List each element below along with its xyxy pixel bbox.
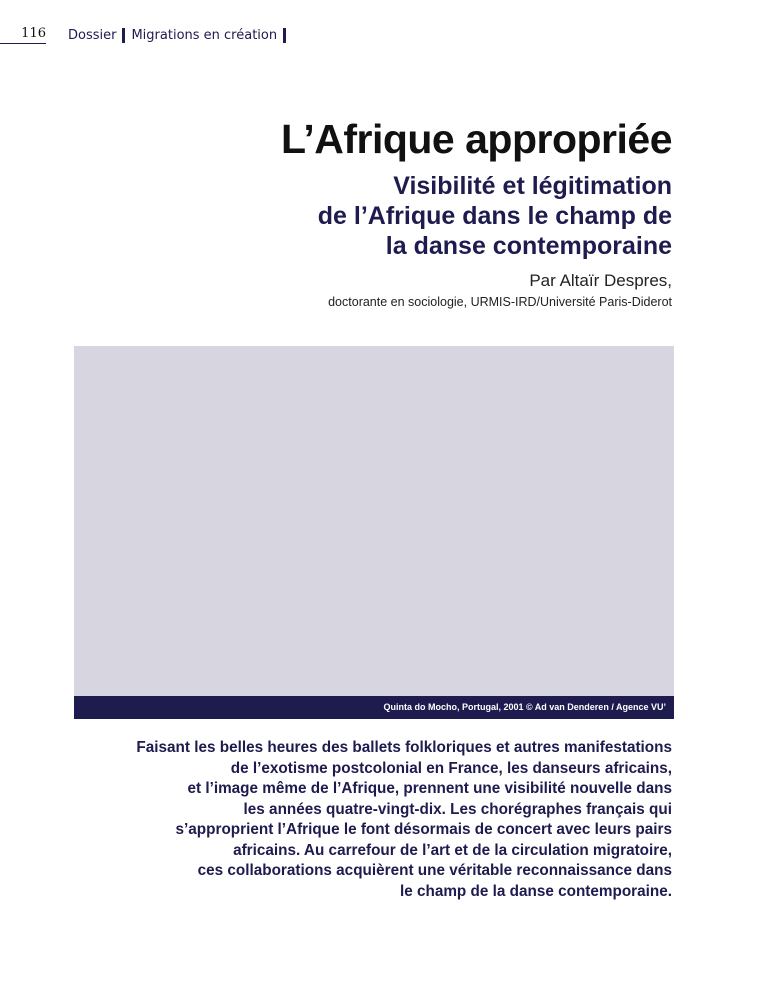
article-lead — [72, 738, 672, 902]
header-section: Dossier — [68, 27, 117, 43]
lead-line: le champ de la danse contemporaine. — [399, 882, 672, 900]
header-subsection: Migrations en création — [131, 27, 278, 43]
running-header — [0, 24, 292, 46]
subtitle-line: la danse contemporaine — [385, 232, 672, 260]
lead-line: africains. Au carrefour de l’art et de la circulation migratoire, — [233, 841, 672, 859]
lead-line: les années quatre-vingt-dix. Les chorégraphes français qui — [243, 800, 672, 818]
lead-line: Faisant les belles heures des ballets folkloriques et autres manifestations — [136, 739, 672, 756]
article-title: L’Afrique appropriée — [281, 116, 672, 162]
lead-line: ces collaborations acquièrent une véritable reconnaissance dans — [197, 862, 672, 879]
page-number: 116 — [0, 26, 46, 44]
lead-line: s’approprient l’Afrique le font désormais de concert avec leurs pairs — [175, 821, 672, 838]
photo-caption: Quinta do Mocho, Portugal, 2001 © Ad van Denderen / Agence VU’ — [74, 696, 674, 719]
header-separator — [122, 28, 125, 43]
lead-line: de l’exotisme postcolonial en France, les danseurs africains, — [230, 759, 672, 777]
subtitle-line: de l’Afrique dans le champ de — [317, 202, 672, 230]
article-subtitle — [318, 171, 672, 261]
article-photo — [74, 346, 674, 696]
author-affiliation: doctorante en sociologie, URMIS-IRD/Université Paris-Diderot — [328, 295, 672, 309]
subtitle-line: Visibilité et légitimation — [393, 172, 672, 200]
lead-line: et l’image même de l’Afrique, prennent une visibilité nouvelle dans — [187, 780, 672, 797]
author-byline: Par Altaïr Despres, — [529, 271, 672, 290]
header-separator-end — [283, 28, 286, 43]
